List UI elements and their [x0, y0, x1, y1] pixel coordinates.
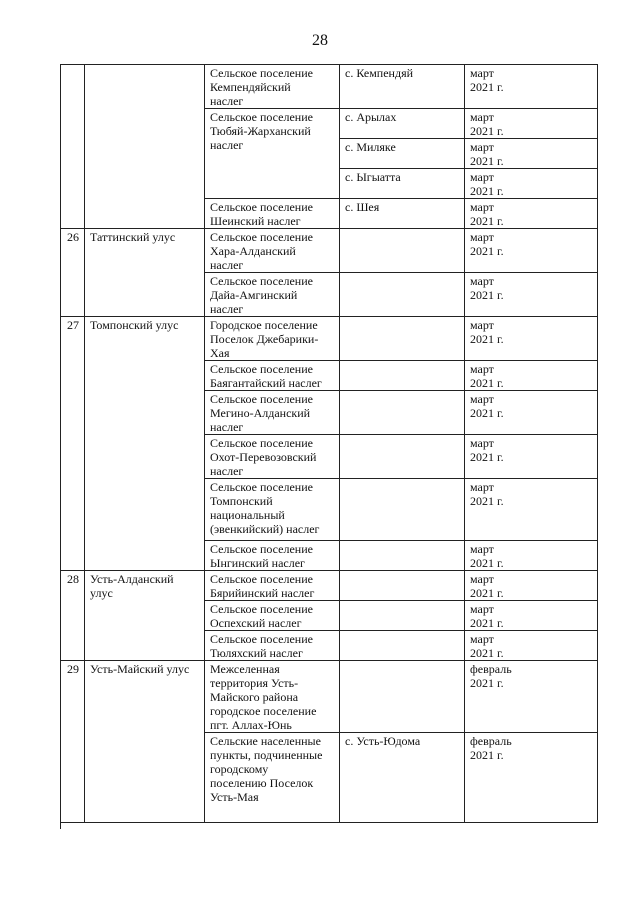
- locality-cell: [340, 229, 465, 273]
- settlement-name-cell: Сельское поселение Томпонский национальный (эвенкийский) наслег: [205, 479, 340, 541]
- page-number: 28: [312, 32, 328, 49]
- row-number-cell: 27: [61, 317, 85, 571]
- row-number-cell: [61, 65, 85, 229]
- district-cell: Томпонский улус: [85, 317, 205, 571]
- settlement-name-cell: Сельское поселение Хара-Алданский наслег: [205, 229, 340, 273]
- district-cell: Усть-Алданский улус: [85, 571, 205, 661]
- locality-cell: с. Арылах: [340, 109, 465, 139]
- locality-cell: с. Миляке: [340, 139, 465, 169]
- locality-cell: с. Усть-Юдома: [340, 733, 465, 823]
- date-cell: март 2021 г.: [465, 169, 598, 199]
- date-cell: март 2021 г.: [465, 317, 598, 361]
- settlement-name-cell: Сельское поселение Мегино-Алданский наслег: [205, 391, 340, 435]
- settlement-name-cell: Сельское поселение Дайа-Амгинский наслег: [205, 273, 340, 317]
- locality-cell: с. Ыгыатта: [340, 169, 465, 199]
- row-number-cell: 26: [61, 229, 85, 317]
- row-number-cell: 29: [61, 661, 85, 823]
- locality-cell: [340, 661, 465, 733]
- settlement-name-cell: Межселенная территория Усть- Майского района городское поселение пгт. Аллах-Юнь: [205, 661, 340, 733]
- settlement-name-cell: Сельское поселение Тюляхский наслег: [205, 631, 340, 661]
- date-cell: март 2021 г.: [465, 229, 598, 273]
- settlement-name-cell: Сельское поселение Бярийинский наслег: [205, 571, 340, 601]
- date-cell: март 2021 г.: [465, 435, 598, 479]
- settlement-name-cell: Городское поселение Поселок Джебарики- Хая: [205, 317, 340, 361]
- locality-cell: [340, 435, 465, 479]
- date-cell: март 2021 г.: [465, 571, 598, 601]
- district-cell: [85, 65, 205, 229]
- date-cell: март 2021 г.: [465, 65, 598, 109]
- locality-cell: [340, 571, 465, 601]
- settlement-name-cell: Сельское поселение Кемпендяйский наслег: [205, 65, 340, 109]
- locality-cell: [340, 391, 465, 435]
- locality-cell: [340, 361, 465, 391]
- locality-cell: [340, 479, 465, 541]
- district-cell: Таттинский улус: [85, 229, 205, 317]
- locality-cell: [340, 541, 465, 571]
- date-cell: март 2021 г.: [465, 601, 598, 631]
- date-cell: февраль 2021 г.: [465, 661, 598, 733]
- locality-cell: [340, 601, 465, 631]
- date-cell: март 2021 г.: [465, 479, 598, 541]
- date-cell: март 2021 г.: [465, 391, 598, 435]
- date-cell: февраль 2021 г.: [465, 733, 598, 823]
- date-cell: март 2021 г.: [465, 273, 598, 317]
- settlement-name-cell: Сельское поселение Оспехский наслег: [205, 601, 340, 631]
- date-cell: март 2021 г.: [465, 109, 598, 139]
- settlement-name-cell: Сельское поселение Баягантайский наслег: [205, 361, 340, 391]
- date-cell: март 2021 г.: [465, 199, 598, 229]
- date-cell: март 2021 г.: [465, 541, 598, 571]
- settlement-name-cell: Сельское поселение Ынгинский наслег: [205, 541, 340, 571]
- settlement-name-cell: Сельское поселение Охот-Перевозовский наслег: [205, 435, 340, 479]
- settlement-name-cell: Сельское поселение Шеинский наслег: [205, 199, 340, 229]
- locality-cell: [340, 273, 465, 317]
- date-cell: март 2021 г.: [465, 139, 598, 169]
- locality-cell: [340, 631, 465, 661]
- date-cell: март 2021 г.: [465, 361, 598, 391]
- locality-cell: с. Кемпендяй: [340, 65, 465, 109]
- date-cell: март 2021 г.: [465, 631, 598, 661]
- district-cell: Усть-Майский улус: [85, 661, 205, 823]
- settlement-name-cell: Сельское поселение Тюбяй-Жарханский наслег: [205, 109, 340, 199]
- locality-cell: [340, 317, 465, 361]
- settlement-name-cell: Сельские населенные пункты, подчиненные городскому поселению Поселок Усть-Мая: [205, 733, 340, 823]
- row-number-cell: 28: [61, 571, 85, 661]
- locality-cell: с. Шея: [340, 199, 465, 229]
